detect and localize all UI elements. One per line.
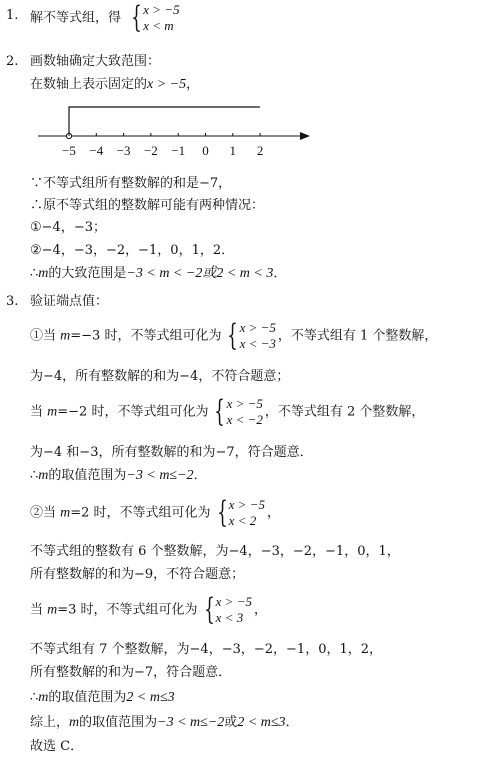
therefore-symbol: ∴ xyxy=(30,690,39,705)
tick-label: 2 xyxy=(256,143,264,158)
step-2-desc-suffix: ， xyxy=(186,77,200,92)
tick-label: 0 xyxy=(202,143,209,158)
text-span: =−3 时，不等式组可化为 xyxy=(70,328,222,344)
tick-label: −5 xyxy=(62,143,76,158)
tick-label: 1 xyxy=(229,143,237,158)
var-m: m xyxy=(60,505,71,521)
text-span: ①当 xyxy=(30,328,61,344)
text-span: ，不等式组有 2 个整数解， xyxy=(264,404,425,420)
step-1-text: 解不等式组，得 xyxy=(30,10,122,26)
system-case-2 xyxy=(210,396,262,428)
therefore-symbol: ∴ xyxy=(30,266,39,281)
system-row: x > −5 xyxy=(215,594,252,609)
text-span: 的取值范围为 xyxy=(48,690,127,705)
step-2-desc xyxy=(30,77,199,93)
brace-glyph: { xyxy=(216,495,228,530)
final-answer: 故选 C． xyxy=(30,739,84,754)
system-row: x < 2 xyxy=(228,513,257,528)
therefore-symbol: ∴ xyxy=(30,468,39,483)
text-span: 综上， xyxy=(30,715,70,730)
step-3-title: 验证端点值： xyxy=(30,294,109,309)
range-math: 2 < m≤3 xyxy=(126,690,175,705)
case-m-minus3-line xyxy=(30,320,437,352)
case-m-minus2-result: 为−4 和−3，所有整数解的和为−7，符合题意． xyxy=(30,445,313,460)
case-m-3-range xyxy=(30,690,175,706)
text-span: ， xyxy=(253,602,267,618)
var-m: m xyxy=(47,404,58,420)
var-m: m xyxy=(69,715,80,730)
step-number-3: 3. xyxy=(6,294,19,309)
case-m-minus2-range xyxy=(30,468,207,484)
case-m-2-line xyxy=(30,497,280,529)
text-span: 的取值范围为 xyxy=(79,715,158,730)
solution-ray xyxy=(69,107,260,136)
case-m-minus2-line xyxy=(30,396,424,428)
case-m-3-result: 不等式组有 7 个整数解，为−4，−3，−2，−1，0，1，2， xyxy=(30,642,383,657)
var-m: m xyxy=(38,266,49,281)
analysis-line-4: ②−4，−3，−2，−1，0，1，2． xyxy=(30,243,235,258)
text-span: =2 时，不等式组可化为 xyxy=(70,505,211,521)
system-case-1 xyxy=(223,320,275,352)
summary-line xyxy=(30,715,299,731)
text-span: ． xyxy=(193,468,207,483)
text-span: ． xyxy=(285,715,299,730)
case-m-3-line xyxy=(30,594,267,626)
text-span: =3 时，不等式组可化为 xyxy=(57,602,198,618)
var-m: m xyxy=(47,602,58,618)
step-2-title: 画数轴确定大致范围： xyxy=(30,54,161,69)
step-number-1: 1. xyxy=(6,8,19,23)
text-span: 当 xyxy=(30,404,48,420)
system-row: x > −5 xyxy=(239,320,276,335)
system-case-3 xyxy=(213,497,265,529)
case-m-2-sum: 所有整数解的和为−9，不符合题意； xyxy=(30,567,245,582)
analysis-line-2: ∴原不等式组的整数解可能有两种情况： xyxy=(30,198,265,213)
text-span: ，不等式组有 1 个整数解， xyxy=(277,328,438,344)
number-line xyxy=(30,100,320,162)
range-math: −3 < m≤−2 xyxy=(157,715,225,730)
system-row: x > −5 xyxy=(228,497,265,512)
system-row: x < m xyxy=(143,18,174,33)
text-span: 或 xyxy=(224,715,238,730)
tick-label: −2 xyxy=(143,143,158,158)
var-m: m xyxy=(38,468,49,483)
analysis-line-5 xyxy=(30,266,286,282)
range-math: 2 < m≤3 xyxy=(237,715,286,730)
system-row: x < −2 xyxy=(226,412,263,427)
step-2-desc-prefix: 在数轴上表示固定的 xyxy=(30,77,148,92)
system-step-1 xyxy=(127,2,179,34)
tick-label: −4 xyxy=(89,143,104,158)
case-m-minus3-result: 为−4，所有整数解的和为−4，不符合题意； xyxy=(30,369,290,384)
step-number-2: 2. xyxy=(6,54,19,69)
analysis-line-3: ①−4，−3； xyxy=(30,220,106,235)
text-span: 的取值范围为 xyxy=(48,468,127,483)
system-row: x > −5 xyxy=(143,2,180,17)
system-row: x > −5 xyxy=(226,396,263,411)
axis-arrow xyxy=(300,132,310,140)
text-span: ②当 xyxy=(30,505,61,521)
var-m: m xyxy=(38,690,49,705)
range-math: −3 < m < −2或2 < m < 3 xyxy=(126,266,274,281)
range-math: −3 < m≤−2 xyxy=(126,468,194,483)
system-row: x < −3 xyxy=(239,336,276,351)
step-1-line xyxy=(30,2,182,34)
text-span: 的大致范围是 xyxy=(48,266,127,281)
text-span: =−2 时，不等式组可化为 xyxy=(57,404,209,420)
text-span: 当 xyxy=(30,602,48,618)
tick-label: −3 xyxy=(116,143,131,158)
brace-glyph: { xyxy=(203,592,215,627)
system-case-4 xyxy=(200,594,252,626)
brace-glyph: { xyxy=(227,318,239,353)
text-span: ． xyxy=(273,266,287,281)
case-m-2-result: 不等式组的整数有 6 个整数解，为−4，−3，−2，−1，0，1， xyxy=(30,544,400,559)
var-m: m xyxy=(60,328,71,344)
analysis-line-1: ∵不等式组所有整数解的和是−7， xyxy=(30,176,232,191)
step-2-desc-math: x > −5 xyxy=(147,77,187,92)
text-span: ， xyxy=(266,505,280,521)
brace-glyph: { xyxy=(131,0,142,35)
system-row: x < 3 xyxy=(215,610,244,625)
tick-label: −1 xyxy=(171,143,186,158)
brace-glyph: { xyxy=(214,394,226,429)
case-m-3-sum: 所有整数解的和为−7，符合题意． xyxy=(30,665,232,680)
